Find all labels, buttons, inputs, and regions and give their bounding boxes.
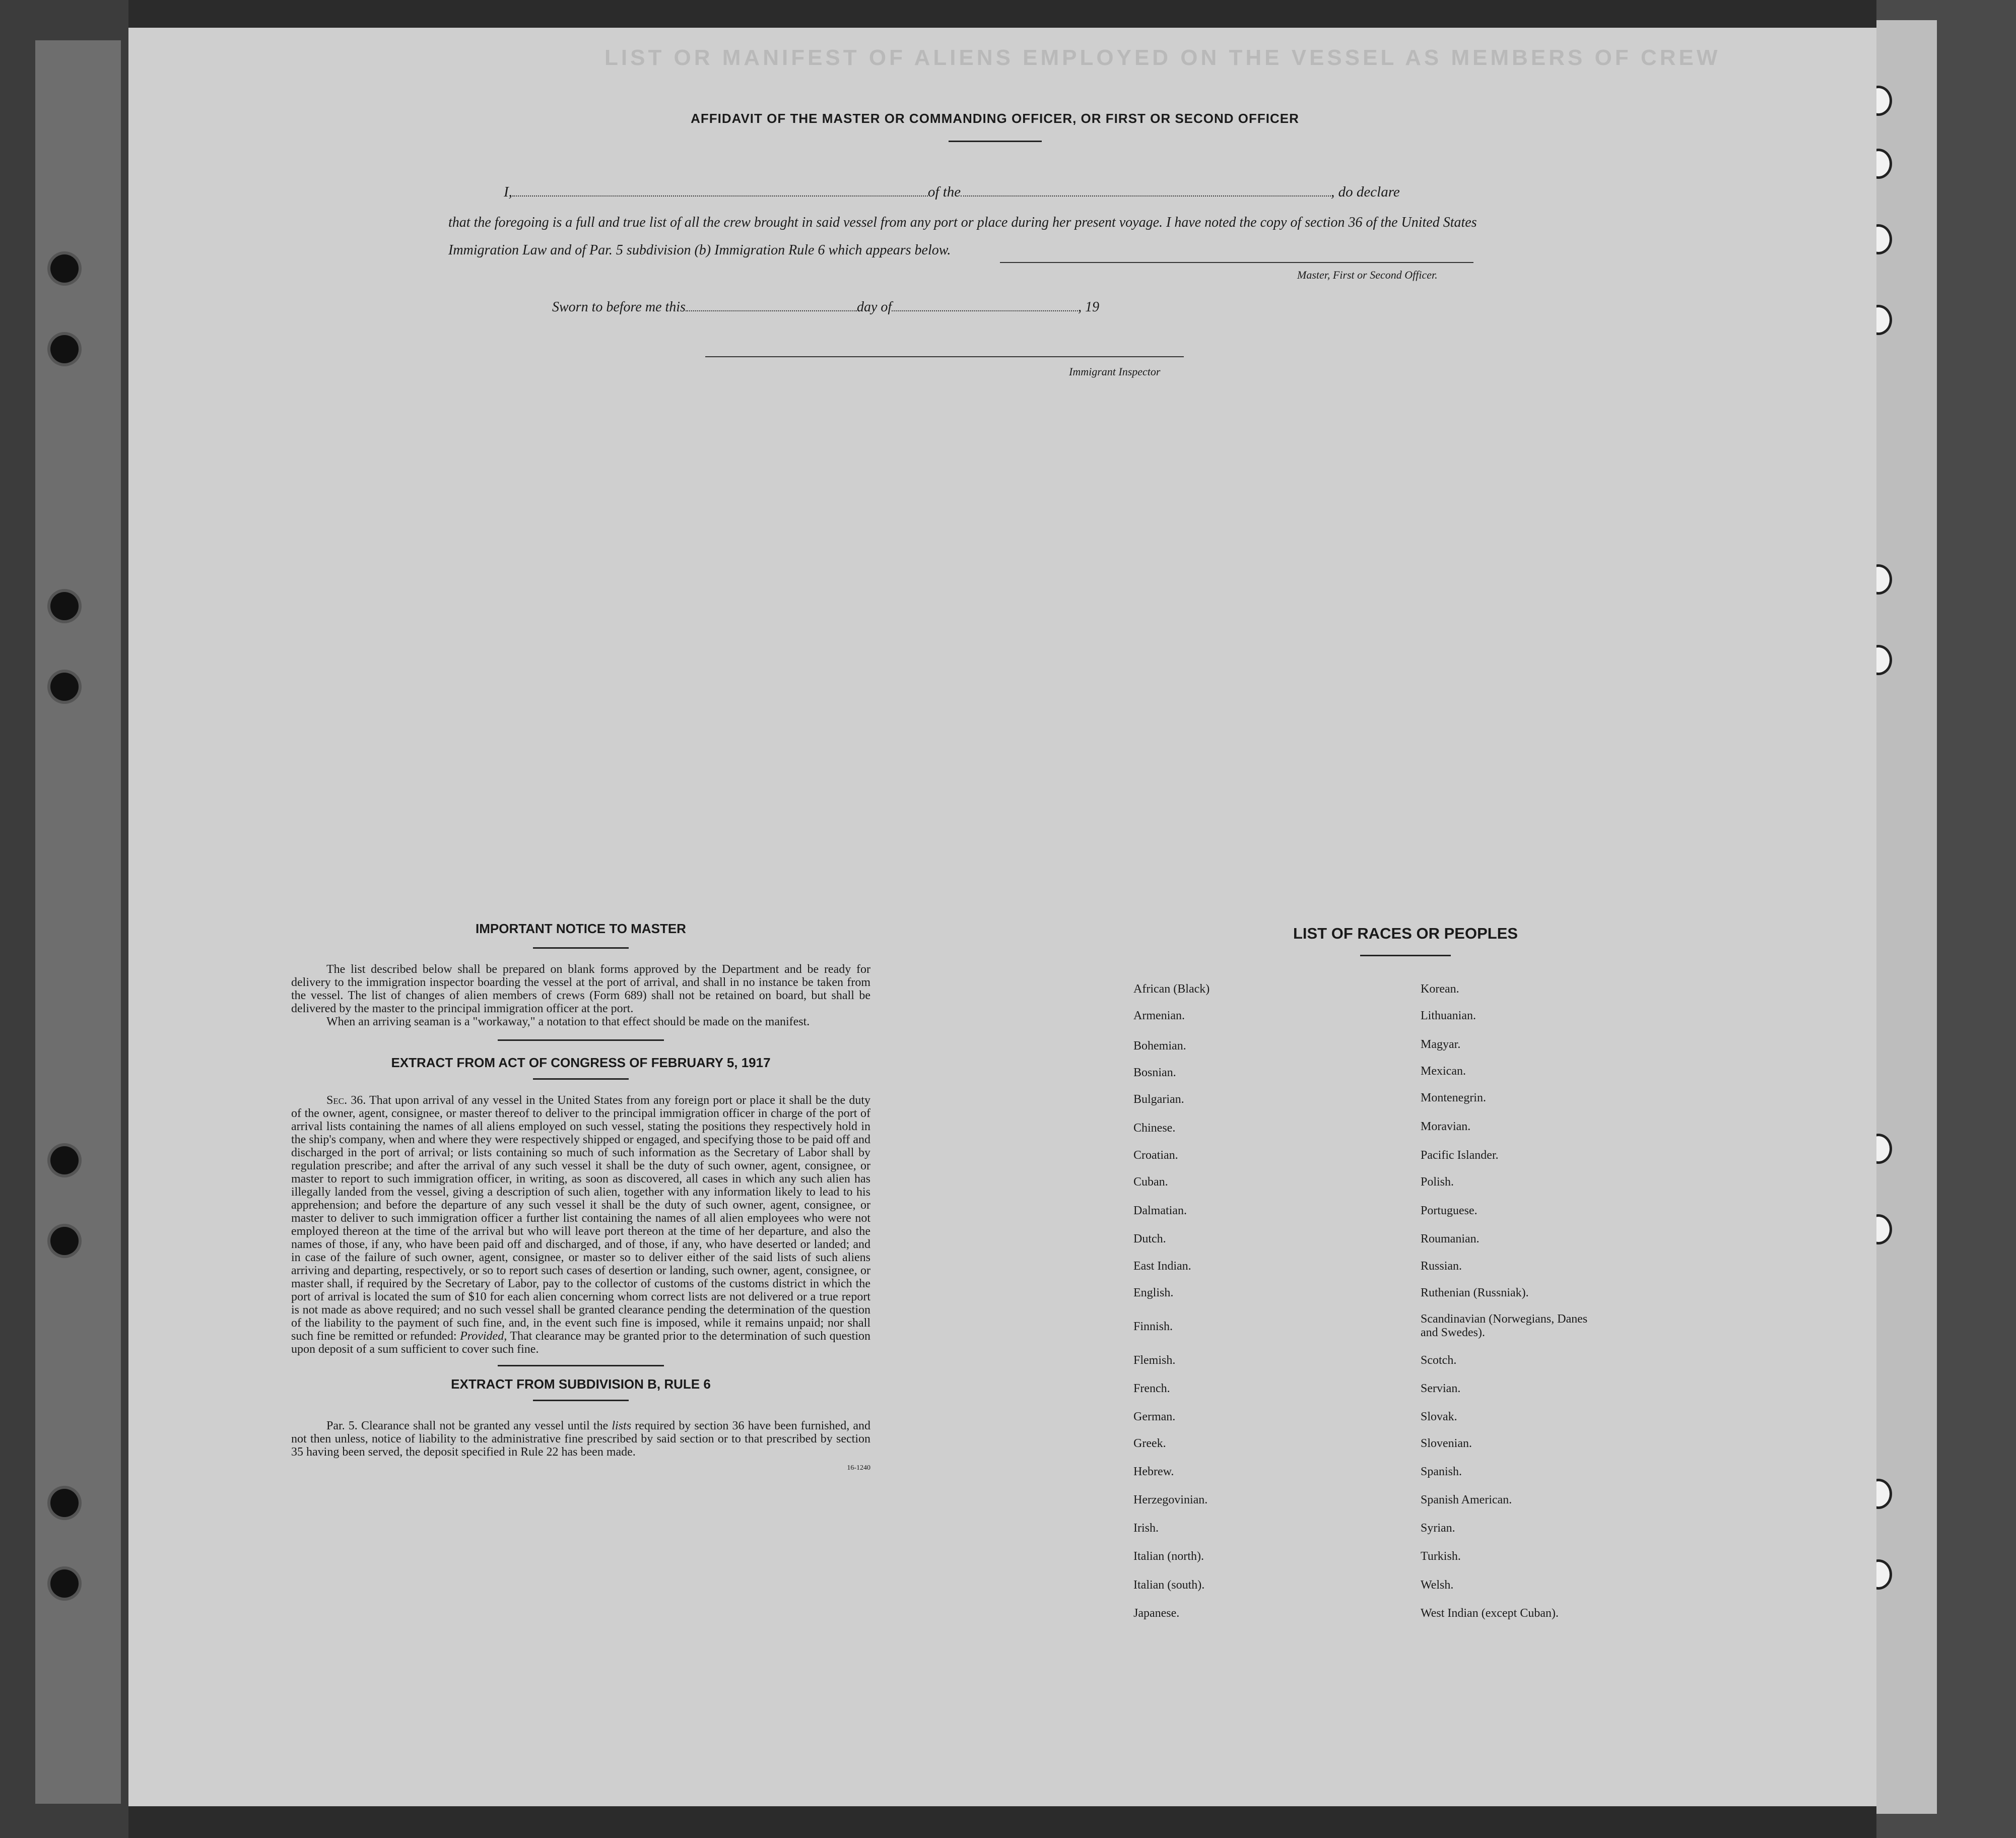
race-item-right: Scotch.	[1421, 1354, 1457, 1367]
punch-hole-icon	[50, 1489, 79, 1517]
race-item-left: Cuban.	[1133, 1175, 1168, 1189]
race-item-right: Lithuanian.	[1421, 1009, 1476, 1022]
name-blank[interactable]	[512, 182, 928, 196]
race-item-left: Bohemian.	[1133, 1039, 1186, 1053]
race-item-right: Korean.	[1421, 982, 1459, 996]
section-divider	[498, 1365, 664, 1366]
race-item-left: Greek.	[1133, 1437, 1166, 1450]
sworn-month-blank[interactable]	[892, 297, 1078, 311]
label-of-the: of the	[927, 184, 961, 200]
punch-hole-icon	[50, 1569, 79, 1598]
act-extract-title: EXTRACT FROM ACT OF CONGRESS OF FEBRUARY 5, 1917	[391, 1055, 771, 1070]
race-item-left: French.	[1133, 1382, 1170, 1395]
race-item-right: Pacific Islander.	[1421, 1149, 1499, 1162]
notice-paragraph-1: The list described below shall be prepared on blank forms approved by the Department and be ready for delivery to the immigration inspector boarding the vessel at the port of arrival, and shall in no instance be taken from the vessel. The list of changes of alien members of crews (Form 689) shall not be retained on board, but shall be delivered by the master to the principal immigration officer at the port.	[291, 963, 870, 1015]
race-item-right: Welsh.	[1421, 1579, 1454, 1592]
sworn-line	[552, 297, 1099, 315]
notice-title-underline	[533, 947, 629, 949]
race-item-left: Bosnian.	[1133, 1066, 1176, 1079]
punch-hole-icon	[50, 1227, 79, 1255]
act-extract-body: That upon arrival of any vessel in the United States from any foreign port or place it shall be the duty of the owner, agent, consignee, or master thereof to deliver to the principal immigration officer in charge of the port of arrival lists containing the names of all aliens employed on such vessel, stating the positions they respectively hold in the ship's company, when and where they were respectively shipped or engaged, and specifying those to be paid off and discharged in the port of arrival; or lists containing so much of such information as the Secretary of Labor shall by regulation prescribe; and after the arrival of any such vessel it shall be the duty of such owner, agent, consignee, or master to report to such immigration officer, in writing, as soon as discovered, all cases in which any such alien has illegally landed from the vessel, giving a description of such alien, together with any information likely to lead to his apprehension; and before the departure of any such vessel it shall be the duty of such owner, agent, consignee, or master to deliver to such immigration officer a further list containing the names of all alien employees who were not employed thereon at the time of the arrival but who will leave port thereon at the time of her departure, and also the names of those, if any, who have been paid off and discharged, and of those, if any, who have deserted or landed; and in case of the failure of such owner, agent, consignee, or master so to deliver either of the said lists of such aliens arriving and departing, respectively, or so to report such cases of desertion or landing, such owner, agent, consignee, or master shall, if required by the Secretary of Labor, pay to the collector of customs of the customs district in which the port of arrival is located the sum of $10 for each alien concerning whom correct lists are not delivered or a true report is not made as above required; and no such vessel shall be granted clearance pending the determination of the question of the liability to the payment of such fine, and, in the event such fine is imposed, while it remains unpaid; nor shall such fine be remitted or refunded:	[291, 1094, 870, 1343]
race-item-left: Chinese.	[1133, 1122, 1176, 1135]
race-item-right: Slovenian.	[1421, 1437, 1472, 1450]
affidavit-declaration-line	[504, 182, 1486, 205]
race-item-right: Russian.	[1421, 1260, 1462, 1273]
sworn-year: , 19	[1078, 299, 1100, 315]
rule-extract-title: EXTRACT FROM SUBDIVISION B, RULE 6	[451, 1376, 711, 1392]
vessel-blank[interactable]	[961, 182, 1331, 196]
race-item-right: Servian.	[1421, 1382, 1461, 1395]
race-item-left: East Indian.	[1133, 1260, 1191, 1273]
punch-hole-icon	[50, 1146, 79, 1174]
inspector-signature-label: Immigrant Inspector	[1069, 365, 1161, 378]
races-section	[1128, 925, 1683, 1688]
race-item-left: Hebrew.	[1133, 1465, 1174, 1478]
sworn-day-blank[interactable]	[686, 297, 857, 311]
race-item-right: Slovak.	[1421, 1410, 1457, 1423]
affidavit-paragraph: that the foregoing is a full and true list of all the crew brought in said vessel from any port or place during her present voyage. I have noted the copy of section 36 of the United States Immigration Law and of Par. 5 subdivision (b) Immigration Rule 6 which appears below.	[448, 215, 1477, 258]
notice-paragraph-2: When an arriving seaman is a "workaway," a notation to that effect should be made on the manifest.	[326, 1015, 810, 1028]
rule-extract-underline	[533, 1400, 629, 1401]
races-title: LIST OF RACES OR PEOPLES	[1293, 925, 1518, 942]
race-item-left: Irish.	[1133, 1522, 1159, 1535]
race-item-right: Montenegrin.	[1421, 1091, 1486, 1104]
rule-text-b: required by section 36 have been furnished, and not then unless, notice of liability to the administrative fine prescribed by said section or to that prescribed by section 35 having been served, the deposit specified in Rule 22 has been made.	[291, 1419, 871, 1459]
race-item-right: Portuguese.	[1421, 1204, 1477, 1217]
label-do-declare: , do declare	[1331, 184, 1400, 200]
race-item-left: Italian (north).	[1133, 1550, 1204, 1563]
race-item-left: Flemish.	[1133, 1354, 1176, 1367]
notice-title: IMPORTANT NOTICE TO MASTER	[476, 921, 686, 936]
act-extract-text	[291, 1094, 870, 1356]
race-item-left: English.	[1133, 1286, 1174, 1299]
race-item-left: Armenian.	[1133, 1009, 1185, 1022]
race-item-left: African (Black)	[1133, 982, 1210, 996]
sec-36-label: Sec. 36.	[326, 1094, 366, 1107]
punch-hole-icon	[50, 673, 79, 701]
under-sheet	[1876, 20, 1937, 1814]
lists-word: lists	[612, 1419, 632, 1432]
page-edge-right	[1876, 0, 2016, 1838]
race-item-left: Croatian.	[1133, 1149, 1178, 1162]
act-extract-underline	[533, 1078, 629, 1080]
rule-text-a: Par. 5. Clearance shall not be granted any vessel until the	[326, 1419, 609, 1432]
race-item-right: Syrian.	[1421, 1522, 1455, 1535]
race-item-left: Herzegovinian.	[1133, 1493, 1208, 1506]
punch-hole-icon	[50, 254, 79, 283]
inspector-signature-line[interactable]	[705, 356, 1184, 357]
affidavit-title: AFFIDAVIT OF THE MASTER OR COMMANDING OFFICER, OR FIRST OR SECOND OFFICER	[691, 111, 1299, 126]
race-item-right: Spanish American.	[1421, 1493, 1512, 1506]
race-item-left: Bulgarian.	[1133, 1093, 1184, 1106]
race-item-right: Polish.	[1421, 1175, 1454, 1189]
races-title-underline	[1360, 955, 1451, 956]
punch-hole-icon	[50, 592, 79, 620]
provided-label: Provided,	[460, 1330, 507, 1343]
sworn-day-of: day of	[856, 299, 892, 315]
notices-column	[291, 922, 870, 1475]
race-item-left: Finnish.	[1133, 1320, 1173, 1333]
race-item-right: Scandinavian (Norwegians, Danes and Swedes).	[1421, 1312, 1588, 1339]
master-signature-label: Master, First or Second Officer.	[1297, 269, 1438, 281]
race-item-right: Moravian.	[1421, 1120, 1471, 1133]
section-divider	[498, 1039, 664, 1041]
race-item-left: Dalmatian.	[1133, 1204, 1187, 1217]
race-item-right: Spanish.	[1421, 1465, 1462, 1478]
race-item-right: Magyar.	[1421, 1038, 1461, 1051]
race-item-left: Dutch.	[1133, 1232, 1166, 1245]
punch-hole-icon	[50, 335, 79, 363]
master-signature-line[interactable]	[1000, 262, 1473, 263]
race-item-right: Roumanian.	[1421, 1232, 1480, 1245]
affidavit-section	[448, 111, 1486, 264]
form-number: 16-1240	[847, 1464, 870, 1472]
races-grid	[1128, 982, 1683, 1688]
label-i: I,	[504, 184, 512, 200]
race-item-left: Japanese.	[1133, 1607, 1180, 1620]
bleed-through-header: LIST OR MANIFEST OF ALIENS EMPLOYED ON THE VESSEL AS MEMBERS OF CREW	[604, 45, 1721, 70]
binder-strip-panel	[35, 40, 121, 1804]
rule-extract-text	[291, 1419, 870, 1459]
race-item-right: Turkish.	[1421, 1550, 1461, 1563]
race-item-right: West Indian (except Cuban).	[1421, 1607, 1559, 1620]
race-item-right: Mexican.	[1421, 1065, 1466, 1078]
title-underline	[949, 141, 1042, 142]
sworn-prefix: Sworn to before me this	[552, 299, 686, 315]
binder-strip	[0, 0, 128, 1838]
act-extract-end: That clearance may be granted prior to the determination of such question upon deposit of a sum sufficient to cover such fine.	[291, 1330, 871, 1356]
race-item-right: Ruthenian (Russniak).	[1421, 1286, 1529, 1299]
race-item-left: German.	[1133, 1410, 1176, 1423]
race-item-left: Italian (south).	[1133, 1579, 1205, 1592]
